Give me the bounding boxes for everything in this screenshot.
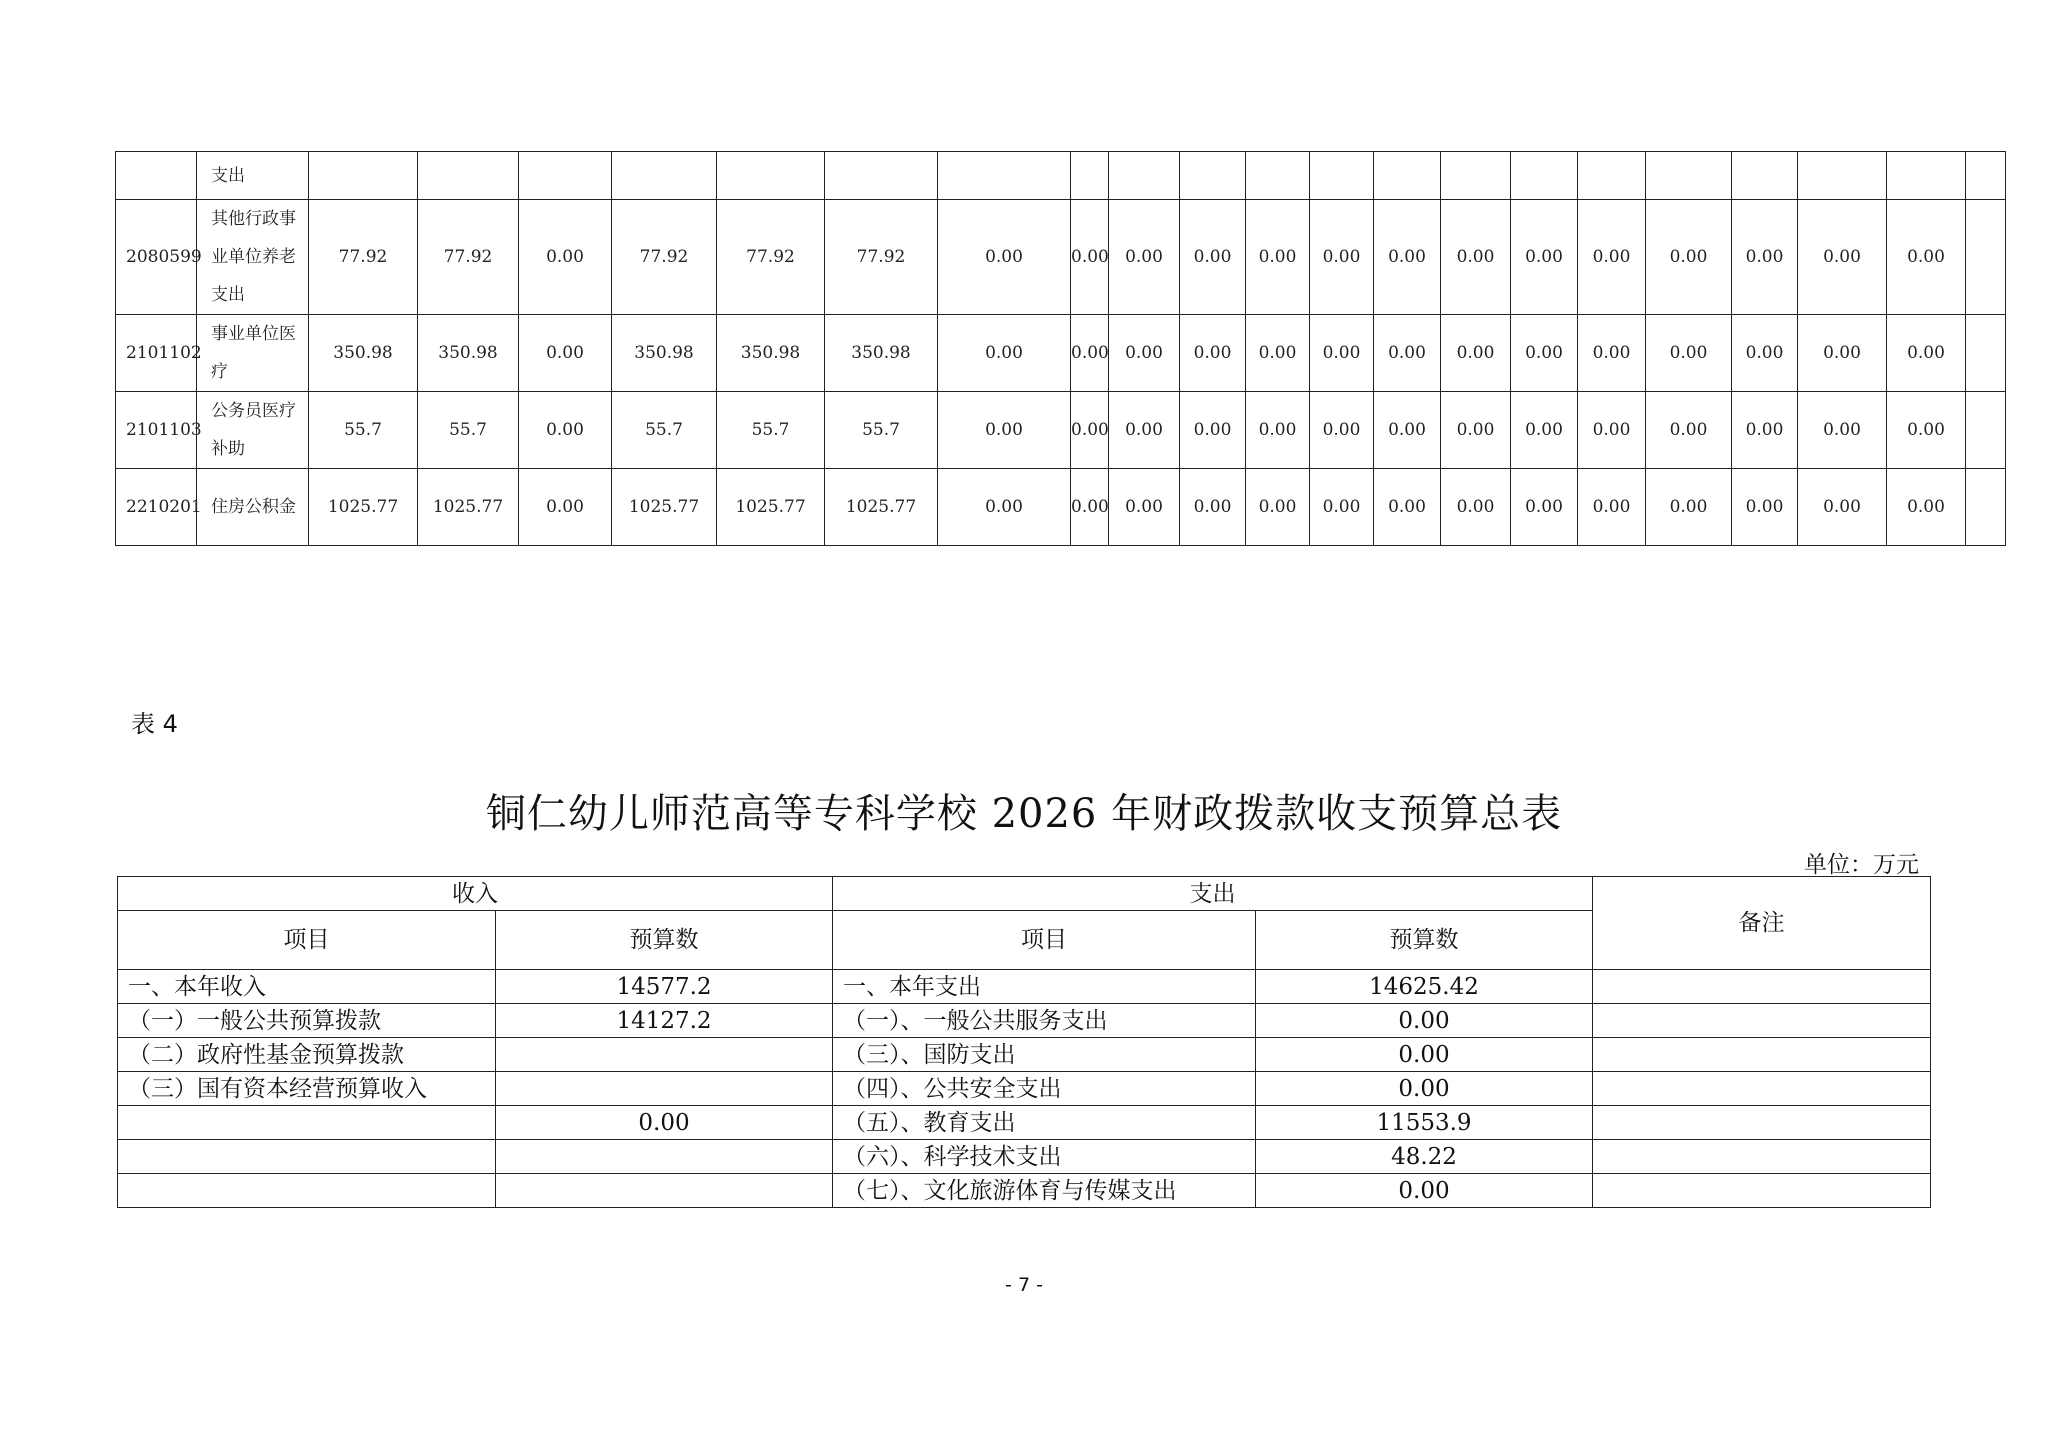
income-item-cell: （三）国有资本经营预算收入 <box>118 1072 496 1106</box>
value-cell <box>825 152 938 200</box>
value-cell: 350.98 <box>418 315 519 392</box>
expense-item-cell: （七）、文化旅游体育与传媒支出 <box>833 1174 1256 1208</box>
expense-item-cell: （六）、科学技术支出 <box>833 1140 1256 1174</box>
item-code-cell: 2210201 <box>116 469 197 546</box>
value-cell: 0.00 <box>1374 469 1441 546</box>
value-cell: 0.00 <box>1578 392 1646 469</box>
value-cell <box>938 152 1071 200</box>
expense-budget-header: 预算数 <box>1256 911 1593 970</box>
remark-cell <box>1593 1140 1931 1174</box>
value-cell: 0.00 <box>1578 315 1646 392</box>
value-cell <box>519 152 612 200</box>
value-cell: 0.00 <box>1578 200 1646 315</box>
expense-item-cell: （五）、教育支出 <box>833 1106 1256 1140</box>
table-row <box>118 1004 1931 1038</box>
value-cell <box>1732 152 1798 200</box>
value-cell: 0.00 <box>1180 392 1246 469</box>
value-cell: 350.98 <box>612 315 717 392</box>
value-cell: 0.00 <box>1511 315 1578 392</box>
item-code-cell: 2101102 <box>116 315 197 392</box>
page-number: - 7 - <box>1005 1274 1043 1296</box>
value-cell: 1025.77 <box>825 469 938 546</box>
value-cell: 0.00 <box>1646 469 1732 546</box>
value-cell <box>1966 315 2006 392</box>
expense-value-cell: 0.00 <box>1256 1174 1593 1208</box>
table-row <box>118 1072 1931 1106</box>
value-cell <box>1109 152 1180 200</box>
remark-cell <box>1593 1038 1931 1072</box>
value-cell: 0.00 <box>1310 469 1374 546</box>
value-cell <box>1966 200 2006 315</box>
value-cell: 0.00 <box>1798 392 1887 469</box>
value-cell: 0.00 <box>1798 200 1887 315</box>
value-cell <box>1798 152 1887 200</box>
value-cell <box>418 152 519 200</box>
value-cell: 0.00 <box>1374 200 1441 315</box>
item-name-cell: 事业单位医疗 <box>197 315 309 392</box>
value-cell: 0.00 <box>1180 200 1246 315</box>
value-cell: 0.00 <box>519 200 612 315</box>
table-row <box>116 152 2006 200</box>
income-value-cell: 14127.2 <box>496 1004 833 1038</box>
value-cell <box>612 152 717 200</box>
value-cell: 0.00 <box>1511 200 1578 315</box>
income-value-cell <box>496 1038 833 1072</box>
value-cell: 55.7 <box>418 392 519 469</box>
value-cell: 0.00 <box>938 469 1071 546</box>
remark-cell <box>1593 1106 1931 1140</box>
table-label: 表 4 <box>131 710 178 738</box>
value-cell: 0.00 <box>1109 200 1180 315</box>
value-cell: 0.00 <box>938 392 1071 469</box>
value-cell: 0.00 <box>1798 315 1887 392</box>
value-cell: 0.00 <box>1071 392 1109 469</box>
value-cell <box>1511 152 1578 200</box>
value-cell: 1025.77 <box>418 469 519 546</box>
value-cell: 0.00 <box>1246 469 1310 546</box>
value-cell: 0.00 <box>1732 469 1798 546</box>
table-row <box>116 315 2006 392</box>
expense-value-cell: 11553.9 <box>1256 1106 1593 1140</box>
value-cell: 0.00 <box>1441 315 1511 392</box>
value-cell: 0.00 <box>938 200 1071 315</box>
value-cell: 1025.77 <box>309 469 418 546</box>
budget-summary-table <box>117 876 1931 1208</box>
income-value-cell <box>496 1072 833 1106</box>
value-cell <box>1578 152 1646 200</box>
value-cell: 350.98 <box>309 315 418 392</box>
value-cell: 0.00 <box>1180 469 1246 546</box>
income-value-cell <box>496 1174 833 1208</box>
value-cell: 0.00 <box>1109 392 1180 469</box>
value-cell: 0.00 <box>1374 392 1441 469</box>
value-cell <box>1310 152 1374 200</box>
value-cell: 0.00 <box>1511 469 1578 546</box>
table-row <box>116 392 2006 469</box>
value-cell <box>1966 392 2006 469</box>
value-cell: 77.92 <box>309 200 418 315</box>
value-cell <box>1246 152 1310 200</box>
income-budget-header: 预算数 <box>496 911 833 970</box>
value-cell: 0.00 <box>1374 315 1441 392</box>
remark-cell <box>1593 970 1931 1004</box>
value-cell: 0.00 <box>1109 315 1180 392</box>
value-cell: 0.00 <box>1646 392 1732 469</box>
remark-cell <box>1593 1072 1931 1106</box>
value-cell: 55.7 <box>717 392 825 469</box>
continuation-table <box>115 151 2006 546</box>
value-cell <box>309 152 418 200</box>
value-cell: 0.00 <box>1646 315 1732 392</box>
item-name-cell: 其他行政事业单位养老支出 <box>197 200 309 315</box>
value-cell: 0.00 <box>519 469 612 546</box>
expense-item-cell: （三）、国防支出 <box>833 1038 1256 1072</box>
value-cell: 0.00 <box>1310 200 1374 315</box>
value-cell: 0.00 <box>1180 315 1246 392</box>
value-cell: 0.00 <box>1246 392 1310 469</box>
value-cell <box>717 152 825 200</box>
value-cell: 55.7 <box>309 392 418 469</box>
unit-label: 单位：万元 <box>1804 852 1919 878</box>
income-item-cell: （二）政府性基金预算拨款 <box>118 1038 496 1072</box>
expense-item-cell: （四）、公共安全支出 <box>833 1072 1256 1106</box>
value-cell: 0.00 <box>1071 315 1109 392</box>
value-cell: 0.00 <box>1246 315 1310 392</box>
income-item-header: 项目 <box>118 911 496 970</box>
table-row <box>116 469 2006 546</box>
table-row <box>118 970 1931 1004</box>
income-header: 收入 <box>118 877 833 911</box>
document-title: 铜仁幼儿师范高等专科学校 2026 年财政拨款收支预算总表 <box>485 791 1563 837</box>
item-name-cell: 住房公积金 <box>197 469 309 546</box>
value-cell <box>1966 152 2006 200</box>
value-cell: 0.00 <box>1441 392 1511 469</box>
value-cell: 0.00 <box>519 315 612 392</box>
value-cell: 0.00 <box>1441 469 1511 546</box>
income-item-cell <box>118 1140 496 1174</box>
value-cell: 0.00 <box>1441 200 1511 315</box>
value-cell: 1025.77 <box>717 469 825 546</box>
expense-value-cell: 0.00 <box>1256 1038 1593 1072</box>
value-cell: 0.00 <box>1246 200 1310 315</box>
table-row <box>118 1174 1931 1208</box>
value-cell: 0.00 <box>1798 469 1887 546</box>
value-cell: 1025.77 <box>612 469 717 546</box>
value-cell: 0.00 <box>1732 200 1798 315</box>
value-cell: 77.92 <box>612 200 717 315</box>
value-cell: 0.00 <box>1578 469 1646 546</box>
income-item-cell <box>118 1106 496 1140</box>
value-cell: 0.00 <box>1887 392 1966 469</box>
value-cell: 0.00 <box>1732 392 1798 469</box>
value-cell: 0.00 <box>1310 315 1374 392</box>
value-cell: 0.00 <box>1646 200 1732 315</box>
income-value-cell: 14577.2 <box>496 970 833 1004</box>
value-cell: 0.00 <box>1109 469 1180 546</box>
value-cell <box>1966 469 2006 546</box>
expense-item-cell: （一）、一般公共服务支出 <box>833 1004 1256 1038</box>
value-cell: 0.00 <box>1887 200 1966 315</box>
expense-item-cell: 一、本年支出 <box>833 970 1256 1004</box>
income-value-cell: 0.00 <box>496 1106 833 1140</box>
income-value-cell <box>496 1140 833 1174</box>
value-cell: 77.92 <box>418 200 519 315</box>
group-header-row <box>118 877 1931 911</box>
value-cell: 350.98 <box>717 315 825 392</box>
expense-value-cell: 0.00 <box>1256 1072 1593 1106</box>
value-cell: 0.00 <box>938 315 1071 392</box>
value-cell <box>1887 152 1966 200</box>
remark-header: 备注 <box>1593 877 1931 970</box>
remark-cell <box>1593 1004 1931 1038</box>
table-row <box>116 200 2006 315</box>
value-cell: 0.00 <box>1887 469 1966 546</box>
value-cell: 0.00 <box>1511 392 1578 469</box>
item-name-cell: 公务员医疗补助 <box>197 392 309 469</box>
value-cell <box>1646 152 1732 200</box>
expense-value-cell: 14625.42 <box>1256 970 1593 1004</box>
value-cell: 55.7 <box>825 392 938 469</box>
income-item-cell: （一）一般公共预算拨款 <box>118 1004 496 1038</box>
item-code-cell <box>116 152 197 200</box>
item-code-cell: 2101103 <box>116 392 197 469</box>
value-cell: 0.00 <box>1310 392 1374 469</box>
expense-header: 支出 <box>833 877 1593 911</box>
value-cell: 77.92 <box>717 200 825 315</box>
value-cell: 77.92 <box>825 200 938 315</box>
value-cell: 0.00 <box>519 392 612 469</box>
income-item-cell: 一、本年收入 <box>118 970 496 1004</box>
table-row <box>118 1106 1931 1140</box>
table-row <box>118 1038 1931 1072</box>
expense-value-cell: 48.22 <box>1256 1140 1593 1174</box>
value-cell: 0.00 <box>1732 315 1798 392</box>
value-cell: 55.7 <box>612 392 717 469</box>
value-cell <box>1441 152 1511 200</box>
value-cell: 0.00 <box>1071 469 1109 546</box>
item-code-cell: 2080599 <box>116 200 197 315</box>
value-cell <box>1180 152 1246 200</box>
table-row <box>118 1140 1931 1174</box>
value-cell: 0.00 <box>1887 315 1966 392</box>
value-cell: 350.98 <box>825 315 938 392</box>
item-name-cell: 支出 <box>197 152 309 200</box>
value-cell: 0.00 <box>1071 200 1109 315</box>
value-cell <box>1374 152 1441 200</box>
expense-value-cell: 0.00 <box>1256 1004 1593 1038</box>
value-cell <box>1071 152 1109 200</box>
income-item-cell <box>118 1174 496 1208</box>
expense-item-header: 项目 <box>833 911 1256 970</box>
remark-cell <box>1593 1174 1931 1208</box>
